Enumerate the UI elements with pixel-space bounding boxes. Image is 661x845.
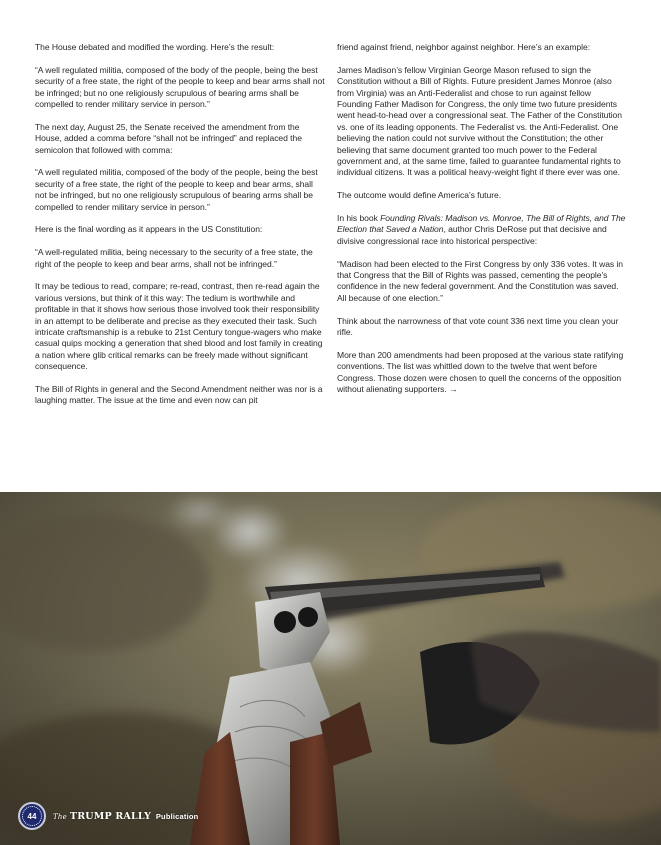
brand-suffix: Publication — [155, 811, 199, 821]
brand-the: The — [53, 812, 67, 821]
page-footer — [18, 801, 198, 831]
chamber-left — [274, 611, 296, 633]
paragraph: Here is the final wording as it appears in the US Constitution: — [35, 224, 263, 235]
publication-brand — [53, 811, 198, 822]
paragraph: James Madison’s fellow Virginian George Mason refused to sign the Constitution without a Bill of Rights. Future president James Monroe (also from Virginia) was an Anti-Federalist and chose to run against fellow Founding Father Madison for Congress, the only time two future presidents went head-to-head over a congressional seat. The Father of the Constitution vs. one of its leading opponents. The Federalist vs. the Anti-Federalist. One believing the nation could not survive without the Constitution; the other believing that same document granted too much power to the Federal government and, at the same time, failed to guarantee fundamental rights to individual citizens. It was a political heavy-weight fight if there ever was one. — [337, 64, 622, 178]
right-column — [337, 42, 627, 407]
book-title: Founding Rivals: Madison vs. Monroe, The Bill of Rights, and The Election that Saved a Nation — [337, 213, 626, 235]
shotgun-photo — [0, 492, 661, 845]
brand-name: TRUMP RALLY — [69, 810, 152, 822]
quote-paragraph: “A well regulated militia, composed of the body of the people, being the best security of a free state, the right of the people to keep and bear arms shall not be infringed; but no one religiously scrupulous of bearing arms shall be compelled to render military service in person.” — [35, 64, 325, 110]
paragraph: It may be tedious to read, compare; re-read, contrast, then re-read again the various versions, but think of it this way: The tedium is worthwhile and profitable in that it shows how serious those involved took their responsibility in an attempt to be deliberate and precise as they executed their task. Such intricate craftsmanship is a rebuke to 21st Century tongue-wagers who make casual quips mocking a generation that shed blood and lost family in creating a nation where glib critical remarks can be freely made without significant consequence. — [35, 281, 323, 372]
chamber-right — [298, 607, 318, 627]
book-outro: , author Chris DeRose put that decisive and divisive congressional race into historical perspective: — [337, 224, 607, 246]
paragraph: The Bill of Rights in general and the Second Amendment neither was nor is a laughing matter. The issue at the time and even now can pit — [35, 384, 323, 406]
paragraph: The outcome would define America’s future. — [337, 190, 502, 201]
page-number: 44 — [27, 811, 37, 821]
paragraph: Think about the narrowness of that vote count 336 next time you clean your rifle. — [337, 315, 619, 338]
shotgun-illustration — [0, 492, 661, 845]
paragraph: More than 200 amendments had been proposed at the various state ratifying conventions. The list was whittled down to the twelve that went before Congress. Those dozen were chosen to quell the concerns of the opposition without alienating supporters. → — [337, 349, 624, 395]
paragraph: The next day, August 25, the Senate received the amendment from the House, added a comma before “shall not be infringed” and replaced the semicolon that followed with comma: — [35, 121, 302, 155]
quote-paragraph: “A well regulated militia, composed of the body of the people, being the best security of a free state, the right of the people to keep and bear arms, shall not be infringed, but no one religiously scrupulous of bearing arms shall be compelled to render military service in person.” — [35, 167, 318, 212]
left-column — [35, 42, 325, 418]
book-intro: In his book — [337, 213, 381, 224]
paragraph: The House debated and modified the wording. Here’s the result: — [35, 42, 275, 52]
quote-paragraph: “A well-regulated militia, being necessary to the security of a free state, the right of the people to keep and bear arms, shall not be infringed.” — [35, 247, 313, 269]
page-number-badge — [18, 802, 46, 830]
paragraph: friend against friend, neighbor against neighbor. Here’s an example: — [337, 42, 591, 52]
book-paragraph — [337, 213, 627, 247]
quote-paragraph: “Madison had been elected to the First Congress by only 336 votes. It was in that Congress that the Bill of Rights was passed, cementing the people’s confidence in the new federal government. And the Constitution was saved. All because of one election.” — [337, 258, 624, 303]
